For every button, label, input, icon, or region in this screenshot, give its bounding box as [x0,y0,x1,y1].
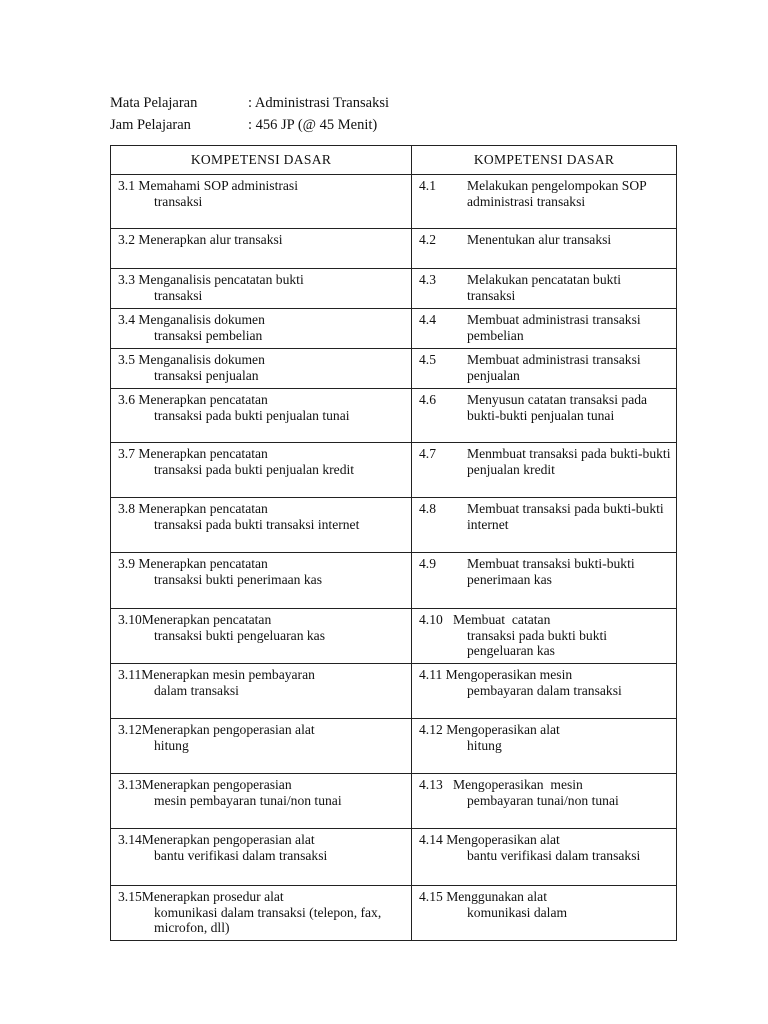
basic-competency-knowledge [111,553,412,609]
basic-competency-knowledge [111,269,412,309]
basic-competency-knowledge [111,498,412,553]
competency-text: 3.14Menerapkan pengoperasian alat [118,832,315,847]
table-row [111,498,677,553]
competency-text-continued: komunikasi dalam transaksi (telepon, fax, microfon, dll) [154,904,382,935]
table-row [111,886,677,941]
table-row [111,389,677,443]
basic-competency-knowledge [111,229,412,269]
table-row [111,829,677,886]
competency-number: 4.6 [419,392,436,407]
hours-value: : 456 JP (@ 45 Menit) [248,117,378,133]
competency-text: Melakukan pengelompokan SOP administrasi transaksi [467,178,647,209]
competency-text: 3.12Menerapkan pengoperasian alat [118,722,315,737]
competency-text: 3.4 Menganalisis dokumen [118,312,265,327]
basic-competency-skill [412,229,677,269]
competency-text: Melakukan pencatatan bukti transaksi [467,272,622,303]
basic-competency-skill [412,175,677,229]
competency-text: Membuat administrasi transaksi pembelian [467,312,641,343]
basic-competency-knowledge [111,175,412,229]
competency-number: 4.9 [419,556,436,571]
competency-text: Menentukan alur transaksi [467,232,612,247]
competency-text-continued: transaksi penjualan [154,367,259,383]
table-row [111,443,677,498]
competency-text: 4.11 Mengoperasikan mesin [419,667,573,682]
competency-number: 4.3 [419,272,436,287]
competency-text-continued: transaksi pembelian [154,327,263,343]
competency-text: Membuat transaksi bukti-bukti penerimaan kas [467,556,635,587]
competency-text-continued: bantu verifikasi dalam transaksi [154,847,328,863]
document-header [110,92,389,136]
competency-text: 3.2 Menerapkan alur transaksi [118,232,283,247]
competency-text: Membuat transaksi pada bukti-bukti internet [467,501,664,532]
basic-competency-knowledge [111,349,412,389]
basic-competency-skill [412,664,677,719]
competency-number: 4.5 [419,352,436,367]
competency-text-continued: dalam transaksi [154,682,239,698]
table-row [111,309,677,349]
basic-competency-knowledge [111,443,412,498]
table-header-row [111,146,677,175]
competency-number: 4.2 [419,232,436,247]
competency-table [110,145,677,941]
competency-text-continued: mesin pembayaran tunai/non tunai [154,792,342,808]
competency-text: Menmbuat transaksi pada bukti-bukti penjualan kredit [467,446,671,477]
competency-text: 4.13 Mengoperasikan mesin [419,777,583,792]
subject-row [110,92,389,114]
competency-text: 4.15 Menggunakan alat [419,889,547,904]
basic-competency-knowledge [111,609,412,664]
basic-competency-skill [412,443,677,498]
basic-competency-knowledge [111,389,412,443]
competency-text-continued: pembayaran tunai/non tunai [467,792,619,808]
competency-text: Membuat administrasi transaksi penjualan [467,352,641,383]
competency-text: 4.14 Mengoperasikan alat [419,832,560,847]
basic-competency-skill [412,349,677,389]
competency-text: 3.7 Menerapkan pencatatan [118,446,268,461]
competency-text: 3.3 Menganalisis pencatatan bukti [118,272,304,287]
basic-competency-skill [412,389,677,443]
column-header-left: KOMPETENSI DASAR [111,146,412,175]
basic-competency-skill [412,269,677,309]
basic-competency-skill [412,719,677,774]
competency-text-continued: transaksi pada bukti transaksi internet [154,516,360,532]
competency-text-continued: hitung [154,737,189,753]
competency-text-continued: bantu verifikasi dalam transaksi [467,847,641,863]
basic-competency-knowledge [111,719,412,774]
hours-label: Jam Pelajaran [110,117,191,133]
subject-label: Mata Pelajaran [110,95,198,111]
competency-text-continued: komunikasi dalam [467,904,568,920]
table-row [111,175,677,229]
competency-text-continued: transaksi pada bukti penjualan kredit [154,461,355,477]
basic-competency-skill [412,609,677,664]
column-header-right: KOMPETENSI DASAR [412,146,677,175]
subject-value: : Administrasi Transaksi [248,95,389,111]
basic-competency-knowledge [111,774,412,829]
basic-competency-knowledge [111,829,412,886]
basic-competency-skill [412,553,677,609]
competency-text-continued: transaksi bukti penerimaan kas [154,571,322,587]
basic-competency-skill [412,829,677,886]
competency-text: 3.9 Menerapkan pencatatan [118,556,268,571]
basic-competency-skill [412,309,677,349]
basic-competency-knowledge [111,664,412,719]
competency-text-continued: transaksi pada bukti bukti pengeluaran kas [467,627,608,658]
competency-text: 3.11Menerapkan mesin pembayaran [118,667,315,682]
table-row [111,269,677,309]
table-row [111,553,677,609]
competency-text: 3.5 Menganalisis dokumen [118,352,265,367]
table-row [111,719,677,774]
competency-number: 4.1 [419,178,436,193]
table-row [111,229,677,269]
competency-text: 4.12 Mengoperasikan alat [419,722,560,737]
competency-text: Menyusun catatan transaksi pada bukti-bukti penjualan tunai [467,392,648,423]
competency-text-continued: transaksi [154,193,203,209]
table-row [111,774,677,829]
competency-text: 3.15Menerapkan prosedur alat [118,889,284,904]
basic-competency-knowledge [111,886,412,941]
table-body [111,175,677,941]
competency-text: 3.8 Menerapkan pencatatan [118,501,268,516]
basic-competency-skill [412,498,677,553]
table-row [111,609,677,664]
competency-text-continued: transaksi bukti pengeluaran kas [154,627,326,643]
competency-text: 3.13Menerapkan pengoperasian [118,777,292,792]
competency-text-continued: transaksi [154,287,203,303]
basic-competency-knowledge [111,309,412,349]
competency-text: 3.10Menerapkan pencatatan [118,612,272,627]
competency-number: 4.8 [419,501,436,516]
competency-text-continued: pembayaran dalam transaksi [467,682,622,698]
competency-number: 4.4 [419,312,436,327]
table-row [111,664,677,719]
hours-row [110,114,389,136]
basic-competency-skill [412,886,677,941]
competency-text: 3.6 Menerapkan pencatatan [118,392,268,407]
competency-text: 4.10 Membuat catatan [419,612,551,627]
competency-text-continued: hitung [467,737,502,753]
competency-number: 4.7 [419,446,436,461]
table-row [111,349,677,389]
competency-text: 3.1 Memahami SOP administrasi [118,178,298,193]
basic-competency-skill [412,774,677,829]
competency-text-continued: transaksi pada bukti penjualan tunai [154,407,350,423]
